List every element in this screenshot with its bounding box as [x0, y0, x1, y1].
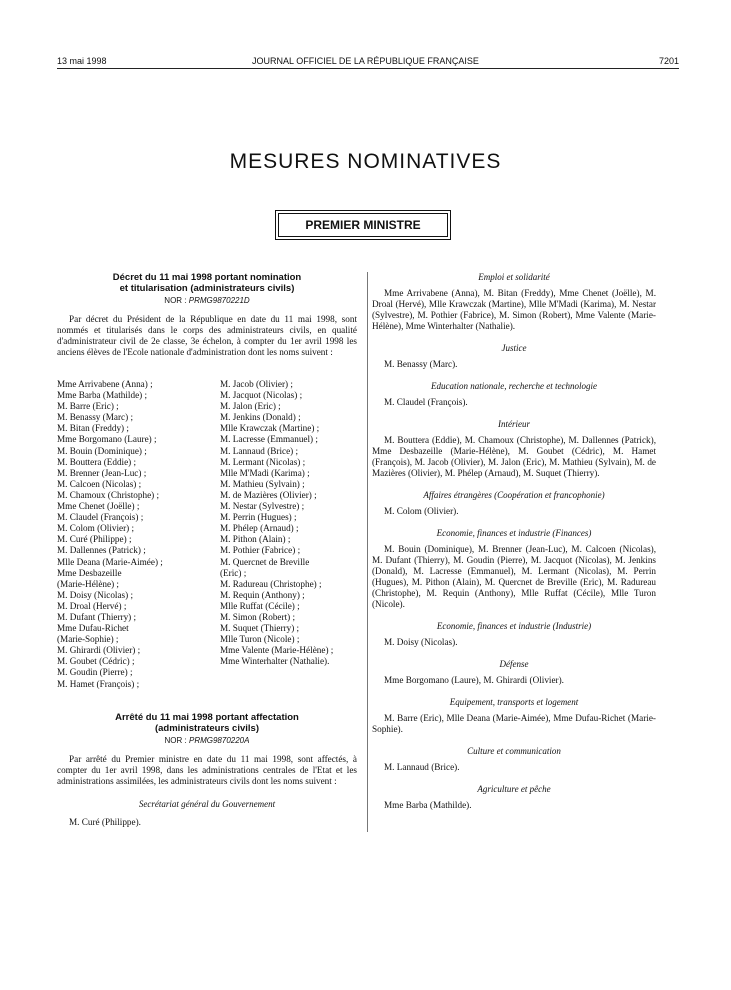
- list-item: Mlle M'Madi (Karima) ;: [220, 467, 310, 478]
- list-item: M. Barre (Eric) ;: [57, 401, 119, 412]
- decree-text: Par décret du Président de la République en date du 11 mai 1998, sont nommés et titularisés dans le corps des administrateurs civils, en qualité d'administrateur civil de 2e classe, 3e échelon, à compter du 1er avril 1998 les anciens élèves de l'Ecole nationale d'administration dont les noms suivent :: [57, 314, 357, 357]
- assignment-title: Affaires étrangères (Coopération et francophonie): [423, 490, 605, 500]
- list-item: M. Bouttera (Eddie) ;: [57, 456, 137, 467]
- list-item: M. Requin (Anthony) ;: [220, 589, 305, 600]
- decree-nor: [57, 296, 357, 305]
- header-date: 13 mai 1998: [57, 56, 107, 66]
- assignment-body: M. Lannaud (Brice).: [384, 762, 460, 772]
- assignment-title: Intérieur: [498, 419, 530, 429]
- assignment-block: [372, 621, 656, 648]
- assignment-body: M. Barre (Eric), Mlle Deana (Marie-Aimée), Mme Dufau-Richet (Marie-Sophie).: [372, 713, 656, 734]
- header-rule: [57, 68, 679, 69]
- header-journal-title: JOURNAL OFFICIEL DE LA RÉPUBLIQUE FRANÇAISE: [252, 56, 479, 66]
- header-page-number: 7201: [658, 56, 679, 66]
- column-divider: [367, 272, 368, 832]
- assignment-body: M. Bouin (Dominique), M. Brenner (Jean-Luc), M. Calcoen (Nicolas), M. Dufant (Thierry), M. Goudin (Pierre), M. Jacquot (Nicolas), M. Jenkins (Donald), M. Lacresse (Emmanuel), M. Lermant (Nicolas), M. Perrin (Hugues), M. Pithon (Alain), M. Quercnet de Breville (Eric), M. Radureau (Christophe), M. Requin (Anthony), Mlle Ruffat (Cécile), Mlle Turon (Nicole).: [372, 544, 656, 609]
- assignment-block: [372, 343, 656, 370]
- assignment-block: [372, 272, 656, 332]
- assignment-block: [372, 659, 656, 686]
- list-item: M. Benassy (Marc) ;: [57, 412, 134, 423]
- list-item: M. Pithon (Alain) ;: [220, 534, 291, 545]
- list-item: M. de Mazières (Olivier) ;: [220, 489, 317, 500]
- list-item: M. Claudel (François) ;: [57, 512, 144, 523]
- assignment-body: Mme Borgomano (Laure), M. Ghirardi (Olivier).: [384, 675, 564, 685]
- list-item: M. Calcoen (Nicolas) ;: [57, 478, 142, 489]
- arrete-section-body: M. Curé (Philippe).: [69, 817, 141, 827]
- arrete-nor: [57, 736, 357, 745]
- list-item: M. Droal (Hervé) ;: [57, 600, 127, 611]
- list-item: M. Chamoux (Christophe) ;: [57, 489, 160, 500]
- assignment-title: Equipement, transports et logement: [449, 697, 579, 707]
- list-item: M. Dallennes (Patrick) ;: [57, 545, 146, 556]
- list-item: M. Suquet (Thierry) ;: [220, 623, 300, 634]
- list-item: M. Ghirardi (Olivier) ;: [57, 645, 141, 656]
- list-item: M. Jenkins (Donald) ;: [220, 412, 301, 423]
- list-item: M. Lermant (Nicolas) ;: [220, 456, 306, 467]
- assignment-title: Economie, finances et industrie (Finances): [436, 528, 592, 538]
- arrete-title-line1: Arrêté du 11 mai 1998 portant affectation: [115, 712, 299, 723]
- assignment-body: M. Doisy (Nicolas).: [384, 637, 458, 647]
- arrete-section: [57, 712, 357, 828]
- assignment-block: [372, 419, 656, 479]
- list-item: M. Perrin (Hugues) ;: [220, 512, 297, 523]
- decree-title-line1: Décret du 11 mai 1998 portant nomination: [112, 272, 302, 283]
- assignment-body: Mme Arrivabene (Anna), M. Bitan (Freddy), Mme Chenet (Joëlle), M. Droal (Hervé), Mlle Krawczak (Martine), Mlle M'Madi (Karima), M. Nestar (Sylvestre), M. Pothier (Fabrice), M. Simon (Robert), Mme Valente (Marie-Hélène), Mme Winterhalter (Nathalie).: [372, 288, 656, 331]
- assignment-block: [372, 784, 656, 811]
- assignment-body: M. Colom (Olivier).: [384, 506, 459, 516]
- list-item: M. Doisy (Nicolas) ;: [57, 589, 134, 600]
- ministry-box: PREMIER MINISTRE: [278, 213, 448, 237]
- list-item: M. Mathieu (Sylvain) ;: [220, 478, 305, 489]
- assignment-title: Agriculture et pêche: [477, 784, 551, 794]
- assignment-title: Culture et communication: [467, 746, 561, 756]
- assignment-block: [372, 746, 656, 773]
- list-item: M. Radureau (Christophe) ;: [220, 578, 322, 589]
- assignment-title: Economie, finances et industrie (Industrie): [436, 621, 592, 631]
- assignment-body: M. Claudel (François).: [384, 397, 468, 407]
- list-item: M. Quercnet de Breville: [220, 556, 310, 567]
- arrete-nor-code: PRMG9870220A: [188, 736, 250, 745]
- assignment-body: M. Benassy (Marc).: [384, 359, 458, 369]
- decree-list-right: [220, 379, 333, 667]
- list-item: M. Lannaud (Brice) ;: [220, 445, 299, 456]
- list-item: M. Phélep (Arnaud) ;: [220, 523, 299, 534]
- list-item: M. Lacresse (Emmanuel) ;: [220, 434, 318, 445]
- list-item: Mme Borgomano (Laure) ;: [57, 434, 157, 445]
- list-item: M. Jacquot (Nicolas) ;: [220, 390, 303, 401]
- list-item: M. Bitan (Freddy) ;: [57, 423, 129, 434]
- assignment-block: [372, 490, 656, 517]
- list-item: M. Pothier (Fabrice) ;: [220, 545, 301, 556]
- list-item: M. Hamet (François) ;: [57, 678, 140, 689]
- decree-list-left: [57, 379, 163, 690]
- list-item: Mlle Turon (Nicole) ;: [220, 634, 300, 645]
- arrete-title-line2: (administrateurs civils): [154, 723, 259, 734]
- list-item: M. Dufant (Thierry) ;: [57, 611, 137, 622]
- list-item: M. Goudin (Pierre) ;: [57, 667, 133, 678]
- list-item: Mme Valente (Marie-Hélène) ;: [220, 645, 334, 656]
- page-title: MESURES NOMINATIVES: [229, 150, 502, 173]
- arrete-nor-label: NOR :: [164, 736, 187, 745]
- list-item: M. Curé (Philippe) ;: [57, 534, 132, 545]
- list-item: M. Simon (Robert) ;: [220, 611, 296, 622]
- list-item: Mlle Deana (Marie-Aimée) ;: [57, 556, 163, 567]
- assignment-block: [372, 528, 656, 610]
- list-item: M. Brenner (Jean-Luc) ;: [57, 467, 147, 478]
- decree-section: [57, 272, 357, 358]
- assignment-title: Défense: [499, 659, 529, 669]
- list-item: M. Bouin (Dominique) ;: [57, 445, 147, 456]
- assignment-block: [372, 697, 656, 735]
- list-item: (Eric) ;: [220, 567, 247, 578]
- list-item: (Marie-Hélène) ;: [57, 578, 119, 589]
- list-item: Mme Barba (Mathilde) ;: [57, 390, 148, 401]
- list-item: Mme Dufau-Richet: [57, 623, 129, 634]
- list-item: M. Goubet (Cédric) ;: [57, 656, 135, 667]
- decree-title-line2: et titularisation (administrateurs civils): [119, 283, 295, 294]
- assignment-title: Emploi et solidarité: [478, 272, 550, 282]
- list-item: Mme Winterhalter (Nathalie).: [220, 656, 330, 667]
- decree-nor-code: PRMG9870221D: [188, 296, 250, 305]
- arrete-section-title: Secrétariat général du Gouvernement: [138, 799, 276, 809]
- list-item: (Marie-Sophie) ;: [57, 634, 119, 645]
- arrete-text: Par arrêté du Premier ministre en date du 11 mai 1998, sont affectés, à compter du 1er avril 1998, dans les administrations centrales de l'Etat et les administrations assimilées, les administrateurs civils dont les noms suivent :: [57, 754, 357, 786]
- list-item: M. Jalon (Eric) ;: [220, 401, 281, 412]
- assignments: [372, 272, 656, 822]
- assignment-body: Mme Barba (Mathilde).: [384, 800, 472, 810]
- assignment-block: [372, 381, 656, 408]
- assignment-title: Education nationale, recherche et technologie: [430, 381, 598, 391]
- list-item: Mme Arrivabene (Anna) ;: [57, 379, 153, 389]
- list-item: M. Jacob (Olivier) ;: [220, 379, 293, 389]
- list-item: M. Colom (Olivier) ;: [57, 523, 135, 534]
- assignment-title: Justice: [501, 343, 527, 353]
- list-item: M. Nestar (Sylvestre) ;: [220, 501, 305, 512]
- list-item: Mlle Krawczak (Martine) ;: [220, 423, 320, 434]
- assignment-body: M. Bouttera (Eddie), M. Chamoux (Christophe), M. Dallennes (Patrick), Mme Desbazeille (Marie-Hélène), M. Goubet (Cédric), M. Hamet (François), M. Jacob (Olivier), M. Jalon (Eric), M. Mathieu (Sylvain), M. de Mazières (Olivier), M. Phélep (Arnaud), M. Suquet (Thierry).: [372, 435, 656, 478]
- list-item: Mlle Ruffat (Cécile) ;: [220, 600, 300, 611]
- list-item: Mme Chenet (Joëlle) ;: [57, 501, 140, 512]
- decree-nor-label: NOR :: [164, 296, 187, 305]
- list-item: Mme Desbazeille: [57, 567, 122, 578]
